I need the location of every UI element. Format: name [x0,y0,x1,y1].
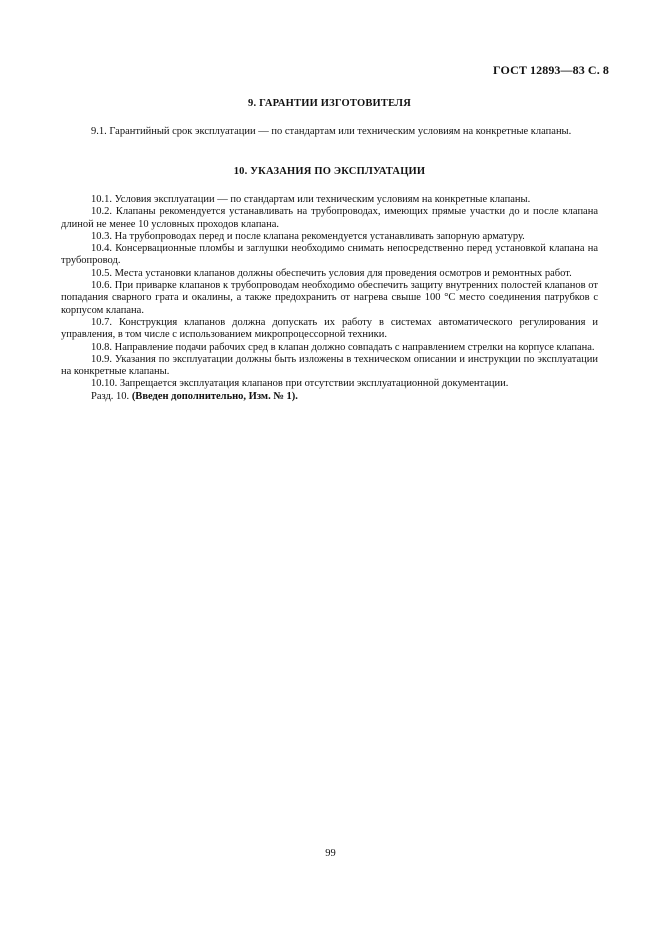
paragraph-10-9: 10.9. Указания по эксплуатации должны быть изложены в техническом описании и инструкции по эксплуатации на конкретные клапаны. [61,353,598,378]
section-9-title: 9. ГАРАНТИИ ИЗГОТОВИТЕЛЯ [248,98,411,109]
paragraph-10-3: 10.3. На трубопроводах перед и после клапана рекомендуется устанавливать запорную арматуру. [91,230,525,242]
paragraph-10-8: 10.8. Направление подачи рабочих сред в клапан должно совпадать с направлением стрелки на корпусе клапана. [91,341,595,353]
section-10-body [61,194,598,403]
paragraph-10-4: 10.4. Консервационные пломбы и заглушки необходимо снимать непосредственно перед установкой клапана на трубопровод. [61,243,598,267]
paragraph-10-6: 10.6. При приварке клапанов к трубопроводам необходимо обеспечить защиту внутренних полостей клапанов от попадания сварного грата и окалины, а также предохранить от нагрева свыше 100 °С место соединения патрубков с корпусом клапана. [61,280,598,316]
paragraph-10-7: 10.7. Конструкция клапанов должна допускать их работу в системах автоматического регулирования и управления, в том числе с использованием микропроцессорной техники. [61,316,598,341]
paragraph-10-5: 10.5. Места установки клапанов должны обеспечить условия для проведения осмотров и ремонтных работ. [91,267,572,279]
amendment-note-bold: (Введен дополнительно, Изм. № 1). [131,390,298,402]
section-9-body [61,126,598,138]
paragraph-10-1: 10.1. Условия эксплуатации — по стандартам или техническим условиям на конкретные клапаны. [91,194,531,205]
paragraph-9-1: 9.1. Гарантийный срок эксплуатации — по стандартам или техническим условиям на конкретные клапаны. [91,126,572,137]
document-reference: ГОСТ 12893—83 С. 8 [493,63,609,77]
amendment-note-prefix: Разд. 10. [91,390,132,402]
paragraph-10-2: 10.2. Клапаны рекомендуется устанавливать на трубопроводах, имеющих прямые участки до и после клапана длиной не менее 10 условных проходов клапана. [61,206,598,230]
paragraph-10-10: 10.10. Запрещается эксплуатация клапанов при отсутствии эксплуатационной документации. [91,378,509,390]
amendment-note [61,391,598,403]
section-10-title: 10. УКАЗАНИЯ ПО ЭКСПЛУАТАЦИИ [233,166,426,177]
page-number: 99 [325,848,336,859]
